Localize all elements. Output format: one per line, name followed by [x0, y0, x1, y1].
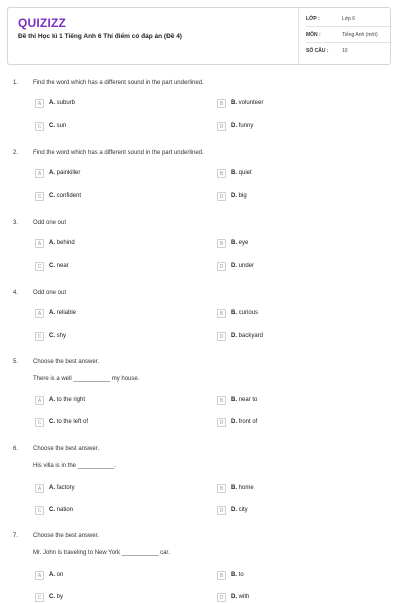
option-letter-box: A — [35, 169, 44, 178]
question-prompt: Choose the best answer. — [33, 446, 100, 452]
option-letter-box: B — [217, 484, 226, 493]
option-letter-box: C — [35, 192, 44, 201]
option-letter-box: C — [35, 506, 44, 515]
option-text: reliable — [56, 310, 77, 316]
option-text: near to — [238, 397, 258, 403]
option-letter-box: C — [35, 418, 44, 427]
option-text: near — [56, 263, 69, 269]
option-key: C. — [49, 507, 55, 513]
option-key: C. — [49, 123, 55, 129]
header-divider — [298, 8, 299, 64]
question-number: 6. — [13, 446, 19, 452]
question-number: 3. — [13, 220, 19, 226]
option-text: confident — [56, 193, 82, 199]
option-letter-box: D — [217, 192, 226, 201]
question-number: 4. — [13, 290, 19, 296]
option-letter-box: A — [35, 571, 44, 580]
option-key: A. — [49, 572, 55, 578]
option-text: funny — [238, 123, 254, 129]
option-letter-box: C — [35, 262, 44, 271]
meta-class-label: LỚP : — [306, 16, 320, 22]
question-number: 1. — [13, 80, 19, 86]
option-key: C. — [49, 333, 55, 339]
meta-class-value: Lớp 6 — [342, 16, 356, 22]
question-prompt: Choose the best answer. — [33, 533, 100, 539]
option-letter-box: C — [35, 593, 44, 602]
question-prompt: Find the word which has a different sound in the part underlined. — [33, 80, 204, 86]
option-letter-box: D — [217, 332, 226, 341]
option-text: to the right — [56, 397, 86, 403]
option-key: C. — [49, 193, 55, 199]
option-letter-box: B — [217, 309, 226, 318]
option-key: B. — [231, 485, 237, 491]
option-key: D. — [231, 419, 237, 425]
option-letter-box: C — [35, 122, 44, 131]
option-letter-box: D — [217, 506, 226, 515]
option-key: B. — [231, 170, 237, 176]
question-sentence: His villa is in the ___________. — [33, 463, 117, 469]
option-text: factory — [56, 485, 75, 491]
option-text: nation — [56, 507, 74, 513]
option-text: shy — [56, 333, 67, 339]
meta-count-label: SỐ CÂU : — [306, 48, 329, 54]
question-prompt: Find the word which has a different sound in the part underlined. — [33, 150, 204, 156]
meta-divider — [306, 26, 392, 27]
question-prompt: Odd one out — [33, 290, 67, 296]
option-key: D. — [231, 193, 237, 199]
question-number: 5. — [13, 359, 19, 365]
option-key: C. — [49, 419, 55, 425]
option-key: D. — [231, 333, 237, 339]
option-key: C. — [49, 263, 55, 269]
option-text: with — [238, 594, 250, 600]
option-letter-box: B — [217, 99, 226, 108]
worksheet-header — [7, 7, 391, 65]
option-key: A. — [49, 485, 55, 491]
question-number: 7. — [13, 533, 19, 539]
option-text: volunteer — [238, 100, 264, 106]
option-text: home — [238, 485, 254, 491]
option-letter-box: C — [35, 332, 44, 341]
option-text: on — [56, 572, 64, 578]
option-letter-box: B — [217, 169, 226, 178]
option-text: curious — [238, 310, 259, 316]
option-key: B. — [231, 572, 237, 578]
option-key: B. — [231, 397, 237, 403]
option-letter-box: D — [217, 593, 226, 602]
option-key: C. — [49, 594, 55, 600]
option-text: under — [238, 263, 255, 269]
option-key: A. — [49, 310, 55, 316]
option-letter-box: D — [217, 122, 226, 131]
option-key: D. — [231, 507, 237, 513]
option-text: suburb — [56, 100, 76, 106]
option-key: B. — [231, 100, 237, 106]
option-letter-box: A — [35, 396, 44, 405]
question-prompt: Odd one out — [33, 220, 67, 226]
option-letter-box: D — [217, 418, 226, 427]
option-text: city — [238, 507, 248, 513]
meta-count-value: 10 — [342, 48, 348, 54]
question-sentence: There is a well ___________ my house. — [33, 376, 140, 382]
option-key: D. — [231, 263, 237, 269]
option-letter-box: B — [217, 396, 226, 405]
option-key: A. — [49, 170, 55, 176]
option-text: painkiller — [56, 170, 81, 176]
option-text: backyard — [238, 333, 264, 339]
option-letter-box: A — [35, 239, 44, 248]
option-text: to — [238, 572, 244, 578]
option-text: to the left of — [56, 419, 89, 425]
option-text: behind — [56, 240, 75, 246]
option-key: A. — [49, 397, 55, 403]
question-number: 2. — [13, 150, 19, 156]
meta-divider — [306, 42, 392, 43]
option-key: B. — [231, 240, 237, 246]
option-letter-box: B — [217, 571, 226, 580]
meta-subject-label: MÔN : — [306, 32, 321, 38]
quizizz-logo: QUIZIZZ — [18, 16, 67, 30]
option-text: by — [56, 594, 64, 600]
option-key: D. — [231, 123, 237, 129]
option-text: front of — [238, 419, 258, 425]
worksheet-title: Đề thi Học kì 1 Tiếng Anh 6 Thí điểm có đáp án (Đề 4) — [18, 33, 182, 40]
option-text: big — [238, 193, 247, 199]
option-letter-box: A — [35, 309, 44, 318]
option-key: B. — [231, 310, 237, 316]
option-letter-box: B — [217, 239, 226, 248]
option-text: sun — [56, 123, 67, 129]
option-letter-box: A — [35, 484, 44, 493]
question-prompt: Choose the best answer. — [33, 359, 100, 365]
question-sentence: Mr. John is traveling to New York ___________ car. — [33, 550, 170, 556]
option-key: D. — [231, 594, 237, 600]
option-text: quiet — [238, 170, 252, 176]
meta-subject-value: Tiếng Anh (mới) — [342, 32, 378, 38]
option-text: eye — [238, 240, 249, 246]
option-letter-box: D — [217, 262, 226, 271]
option-key: A. — [49, 240, 55, 246]
option-letter-box: A — [35, 99, 44, 108]
option-key: A. — [49, 100, 55, 106]
